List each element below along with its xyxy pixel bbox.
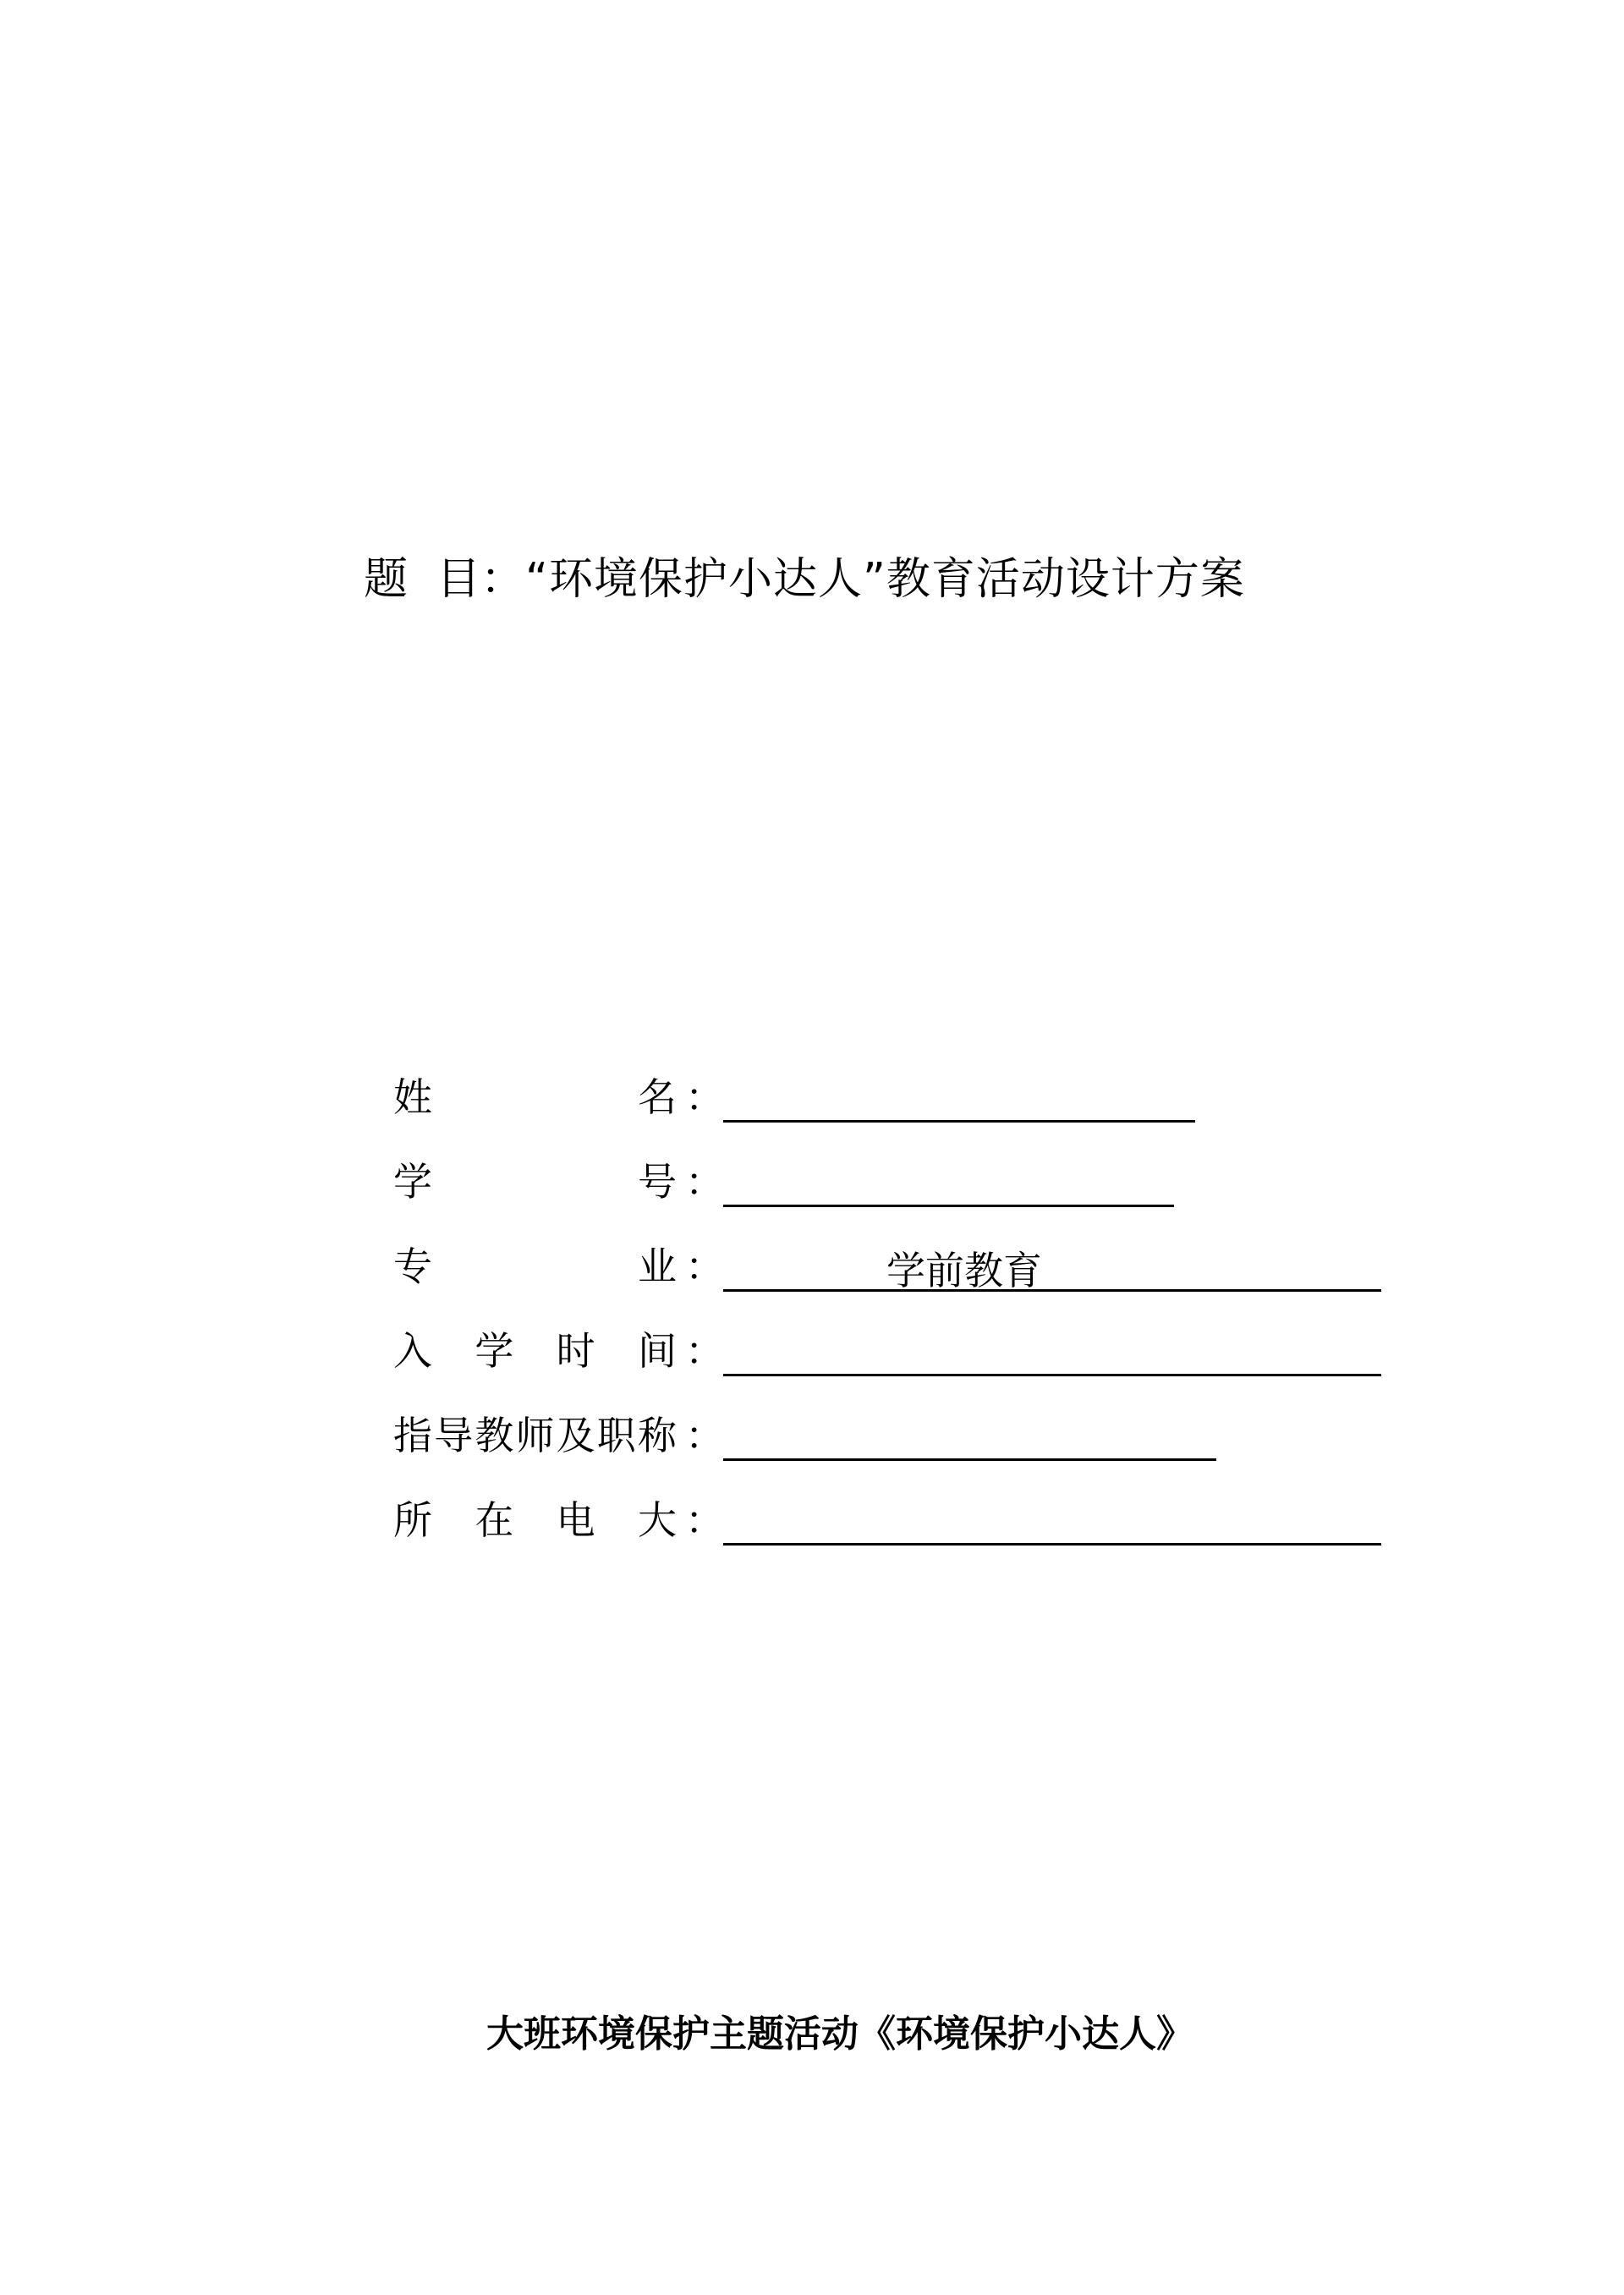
form-row-enrollment-date [393, 1321, 1400, 1381]
form-row-advisor [393, 1406, 1400, 1465]
form-label [393, 1491, 677, 1550]
label-char: 间 [637, 1328, 677, 1374]
form-colon: ： [685, 1497, 724, 1543]
form-colon: ： [685, 1328, 724, 1374]
form-row-major [393, 1237, 1400, 1296]
form-label [393, 1406, 677, 1465]
major-field-value: 学前教育 [886, 1248, 1042, 1293]
label-char: 所 [393, 1497, 432, 1543]
label-char: 在 [475, 1497, 514, 1543]
label-char: 教 [475, 1413, 514, 1458]
title-text: “环境保护小达人”教育活动设计方案 [525, 554, 1245, 605]
form-label [393, 1152, 677, 1211]
title-colon: ： [480, 554, 526, 605]
label-char: 号 [638, 1159, 677, 1205]
document-title [364, 550, 1245, 609]
label-char: 导 [434, 1413, 474, 1458]
student-id-field-line[interactable] [723, 1205, 1174, 1207]
section-heading: 大班环境保护主题活动《环境保护小达人》 [486, 2012, 1193, 2056]
label-char: 学 [393, 1159, 432, 1205]
label-char: 姓 [393, 1074, 432, 1120]
label-char: 称 [637, 1413, 677, 1458]
university-field-line[interactable] [723, 1543, 1381, 1546]
title-label-char: 题 [364, 554, 437, 605]
label-char: 学 [475, 1328, 514, 1374]
label-char: 及 [556, 1413, 595, 1458]
form-label [393, 1068, 677, 1127]
label-char: 业 [638, 1244, 677, 1289]
form-label [393, 1237, 677, 1296]
name-field-line[interactable] [723, 1120, 1195, 1123]
title-label-char: 目 [436, 554, 481, 605]
label-char: 职 [596, 1413, 636, 1458]
form-row-name [393, 1068, 1400, 1127]
form-colon: ： [685, 1074, 724, 1120]
label-char: 师 [515, 1413, 555, 1458]
form-label [393, 1321, 677, 1381]
label-char: 入 [393, 1328, 432, 1374]
form-row-university [393, 1491, 1400, 1550]
enrollment-date-field-line[interactable] [723, 1374, 1381, 1376]
label-char: 时 [556, 1328, 595, 1374]
major-field-line[interactable] [723, 1289, 1381, 1292]
form-colon: ： [685, 1244, 724, 1289]
label-char: 大 [637, 1497, 677, 1543]
advisor-field-line[interactable] [723, 1458, 1216, 1461]
label-char: 电 [556, 1497, 595, 1543]
form-colon: ： [685, 1159, 724, 1205]
form-row-student-id [393, 1152, 1400, 1211]
form-colon: ： [685, 1413, 724, 1458]
label-char: 指 [393, 1413, 432, 1458]
label-char: 专 [393, 1244, 432, 1289]
label-char: 名 [638, 1074, 677, 1120]
